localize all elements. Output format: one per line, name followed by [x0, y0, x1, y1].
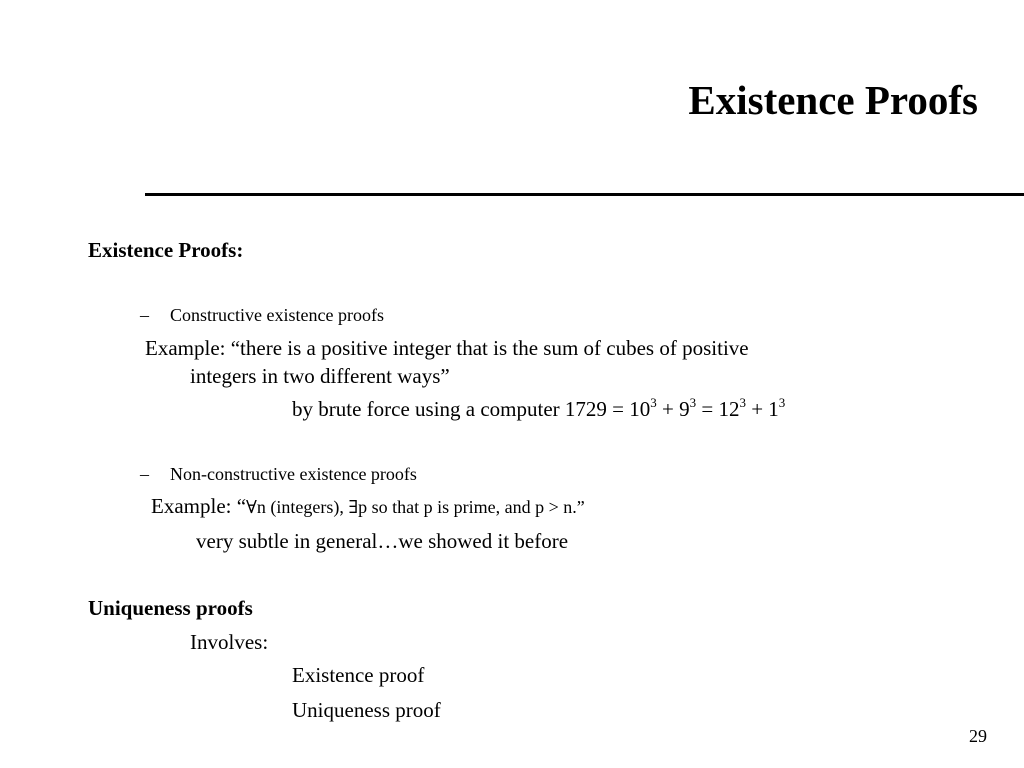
computation-part: = 12: [696, 397, 740, 421]
computation-part: + 1: [745, 397, 779, 421]
constructive-example-line2: integers in two different ways”: [190, 364, 450, 388]
computation-prefix: by brute force using a computer 1729 = 10: [292, 397, 651, 421]
constructive-bullet-dash: –: [140, 305, 149, 325]
exponent: 3: [739, 395, 746, 410]
nonconstructive-note: very subtle in general…we showed it before: [196, 529, 569, 553]
nonconstructive-example-statement: ∀n (integers), ∃p so that p is prime, and p > n.”: [246, 497, 585, 517]
exponent: 3: [689, 395, 697, 410]
brute-force-computation: [292, 395, 786, 421]
constructive-example-line1: Example: “there is a positive integer that is the sum of cubes of positive: [145, 336, 749, 360]
computation-part: + 9: [656, 397, 690, 421]
constructive-proofs-label: Constructive existence proofs: [170, 305, 384, 325]
exponent: 3: [778, 395, 786, 410]
slide-title: Existence Proofs: [688, 77, 978, 123]
exponent: 3: [650, 395, 657, 410]
list-item-existence-proof: Existence proof: [292, 663, 425, 687]
involves-label: Involves:: [190, 630, 269, 654]
uniqueness-proofs-heading: Uniqueness proofs: [88, 596, 253, 620]
nonconstructive-example-prefix: Example: “: [151, 494, 247, 518]
nonconstructive-bullet-dash: –: [140, 464, 149, 484]
list-item-uniqueness-proof: Uniqueness proof: [292, 698, 441, 722]
existence-proofs-heading: Existence Proofs:: [88, 238, 244, 262]
nonconstructive-example: [151, 496, 585, 517]
title-divider: [145, 193, 1024, 196]
page-number: 29: [969, 726, 987, 746]
nonconstructive-proofs-label: Non-constructive existence proofs: [170, 464, 417, 484]
